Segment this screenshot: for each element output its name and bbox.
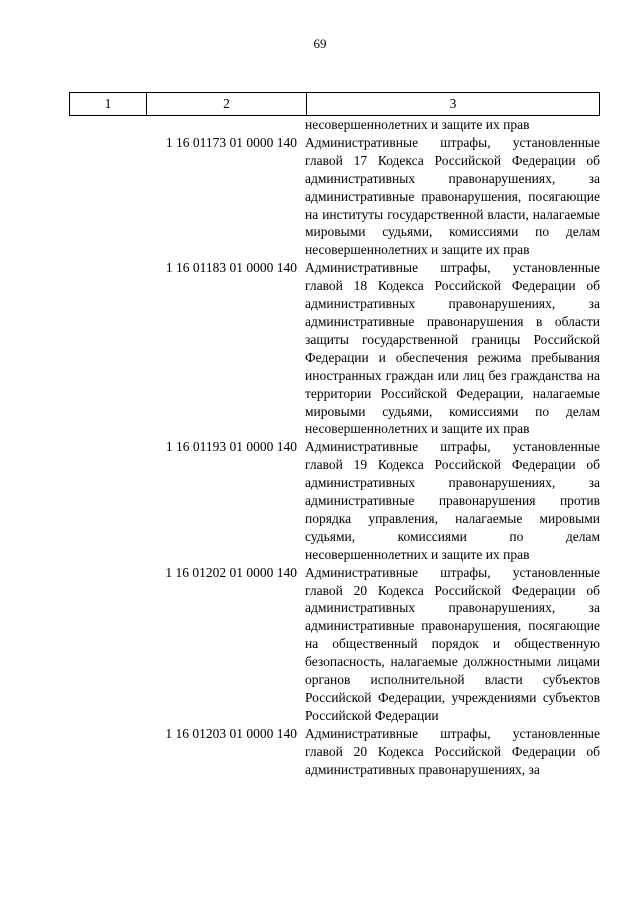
continuation-text: несовершеннолетних и защите их прав — [305, 117, 530, 132]
table-header — [69, 92, 600, 116]
header-col-1: 1 — [70, 93, 147, 116]
budget-code: 1 16 01193 01 0000 140 — [165, 439, 297, 455]
table-row — [69, 564, 600, 725]
header-col-2: 2 — [147, 93, 307, 116]
row-description: Административные штрафы, установленные главой 19 Кодекса Российской Федерации об административных правонарушениях, за административные правонарушения против порядка управления, налагаемые мировыми судьями, комиссиями по делам несовершеннолетних и защите их прав — [305, 439, 600, 562]
table-row — [69, 134, 600, 259]
row-description: Административные штрафы, установленные главой 17 Кодекса Российской Федерации об административных правонарушениях, за административные правонарушения, посягающие на институты государственной власти, налагаемые мировыми судьями, комиссиями по делам несовершеннолетних и защите их прав — [305, 134, 600, 258]
empty-cell — [69, 134, 146, 259]
row-description: Административные штрафы, установленные главой 18 Кодекса Российской Федерации об административных правонарушениях, за административные правонарушения в области защиты государственной границы Российской Федерации и обеспечения режима пребывания иностранных граждан или лиц без гражданства на территории Российской Федерации, налагаемые мировыми судьями, комиссиями по делам несовершеннолетних и защите их прав — [305, 260, 600, 437]
budget-code: 1 16 01202 01 0000 140 — [165, 564, 297, 580]
table-row — [69, 725, 600, 779]
budget-code: 1 16 01173 01 0000 140 — [165, 134, 297, 150]
table-row — [69, 259, 600, 438]
row-description: Административные штрафы, установленные главой 20 Кодекса Российской Федерации об административных правонарушениях, за — [305, 725, 600, 777]
budget-code: 1 16 01183 01 0000 140 — [165, 260, 297, 276]
empty-cell — [69, 725, 146, 779]
page-number: 69 — [313, 36, 327, 51]
row-description: Административные штрафы, установленные главой 20 Кодекса Российской Федерации об административных правонарушениях, за административные правонарушения, посягающие на общественный порядок и общественную безопасность, налагаемые должностными лицами органов исполнительной власти субъектов Российской Федерации, учреждениями субъектов Российской Федерации — [305, 564, 600, 723]
header-col-3: 3 — [307, 93, 600, 116]
empty-cell — [69, 564, 146, 725]
empty-cell — [69, 259, 146, 438]
table-body — [69, 116, 600, 779]
empty-cell — [69, 438, 146, 563]
table-row — [69, 438, 600, 563]
budget-code: 1 16 01203 01 0000 140 — [165, 725, 297, 741]
